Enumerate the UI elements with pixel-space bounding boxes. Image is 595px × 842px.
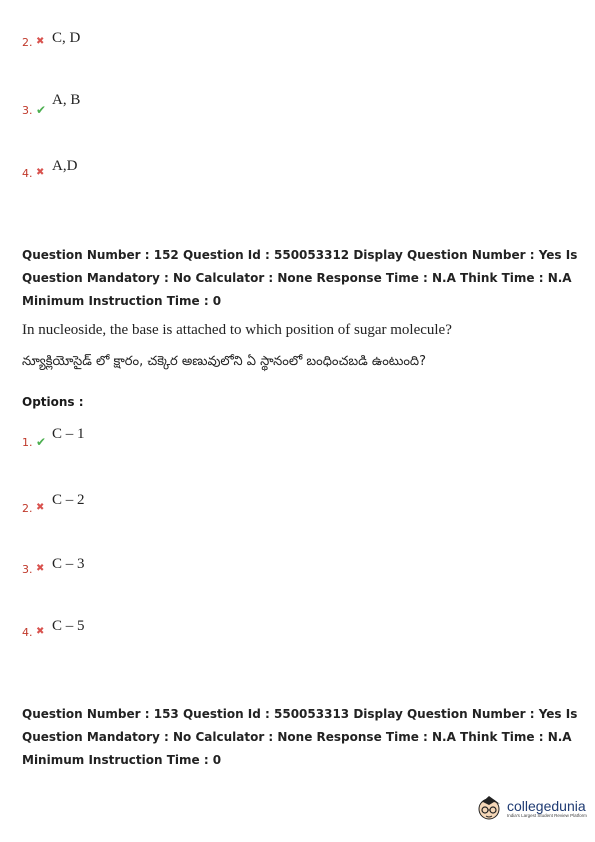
option-number: 4. [22, 167, 33, 180]
option-row [22, 30, 80, 49]
cross-icon: ✖ [36, 167, 45, 178]
check-icon: ✔ [36, 103, 47, 117]
option-row [22, 618, 85, 639]
cross-icon: ✖ [36, 626, 45, 637]
option-number: 2. [22, 36, 33, 49]
cross-icon: ✖ [36, 502, 45, 513]
option-number: 1. [22, 436, 33, 449]
option-row [22, 492, 85, 515]
option-text: C – 1 [52, 426, 85, 442]
option-text: C, D [52, 30, 81, 46]
option-number: 3. [22, 104, 33, 117]
option-row [22, 556, 85, 576]
option-number: 3. [22, 563, 33, 576]
check-icon: ✔ [36, 435, 47, 449]
question-text-english: In nucleoside, the base is attached to which position of sugar molecule? [22, 322, 452, 338]
option-number: 4. [22, 626, 33, 639]
collegedunia-logo [474, 793, 587, 823]
option-row [22, 92, 80, 117]
cross-icon: ✖ [36, 36, 45, 47]
question-meta: Question Number : 153 Question Id : 550053313 Display Question Number : Yes Is Question Mandatory : No Calculator : None Response Time : N.A Think Time : N.A Minimum Instruction Time : 0 [22, 707, 578, 767]
option-text: C – 3 [52, 556, 85, 572]
question-meta: Question Number : 152 Question Id : 550053312 Display Question Number : Yes Is Question Mandatory : No Calculator : None Response Time : N.A Think Time : N.A Minimum Instruction Time : 0 [22, 248, 578, 308]
option-row [22, 426, 85, 449]
logo-tagline: India's Largest Student Review Platform [507, 812, 587, 818]
mascot-icon [474, 793, 504, 823]
option-text: A, B [52, 92, 81, 108]
option-text: C – 2 [52, 492, 85, 508]
option-row [22, 158, 77, 180]
question-text-telugu: న్యూక్లియోసైడ్ లో క్షారం, చక్కెర అణువులోని ఏ స్థానంలో బంధించబడి ఉంటుంది? [22, 354, 427, 369]
cross-icon: ✖ [36, 563, 45, 574]
option-number: 2. [22, 502, 33, 515]
option-text: A,D [52, 158, 78, 174]
logo-brand: collegedunia [507, 797, 586, 814]
options-label: Options : [22, 395, 84, 409]
option-text: C – 5 [52, 618, 85, 634]
